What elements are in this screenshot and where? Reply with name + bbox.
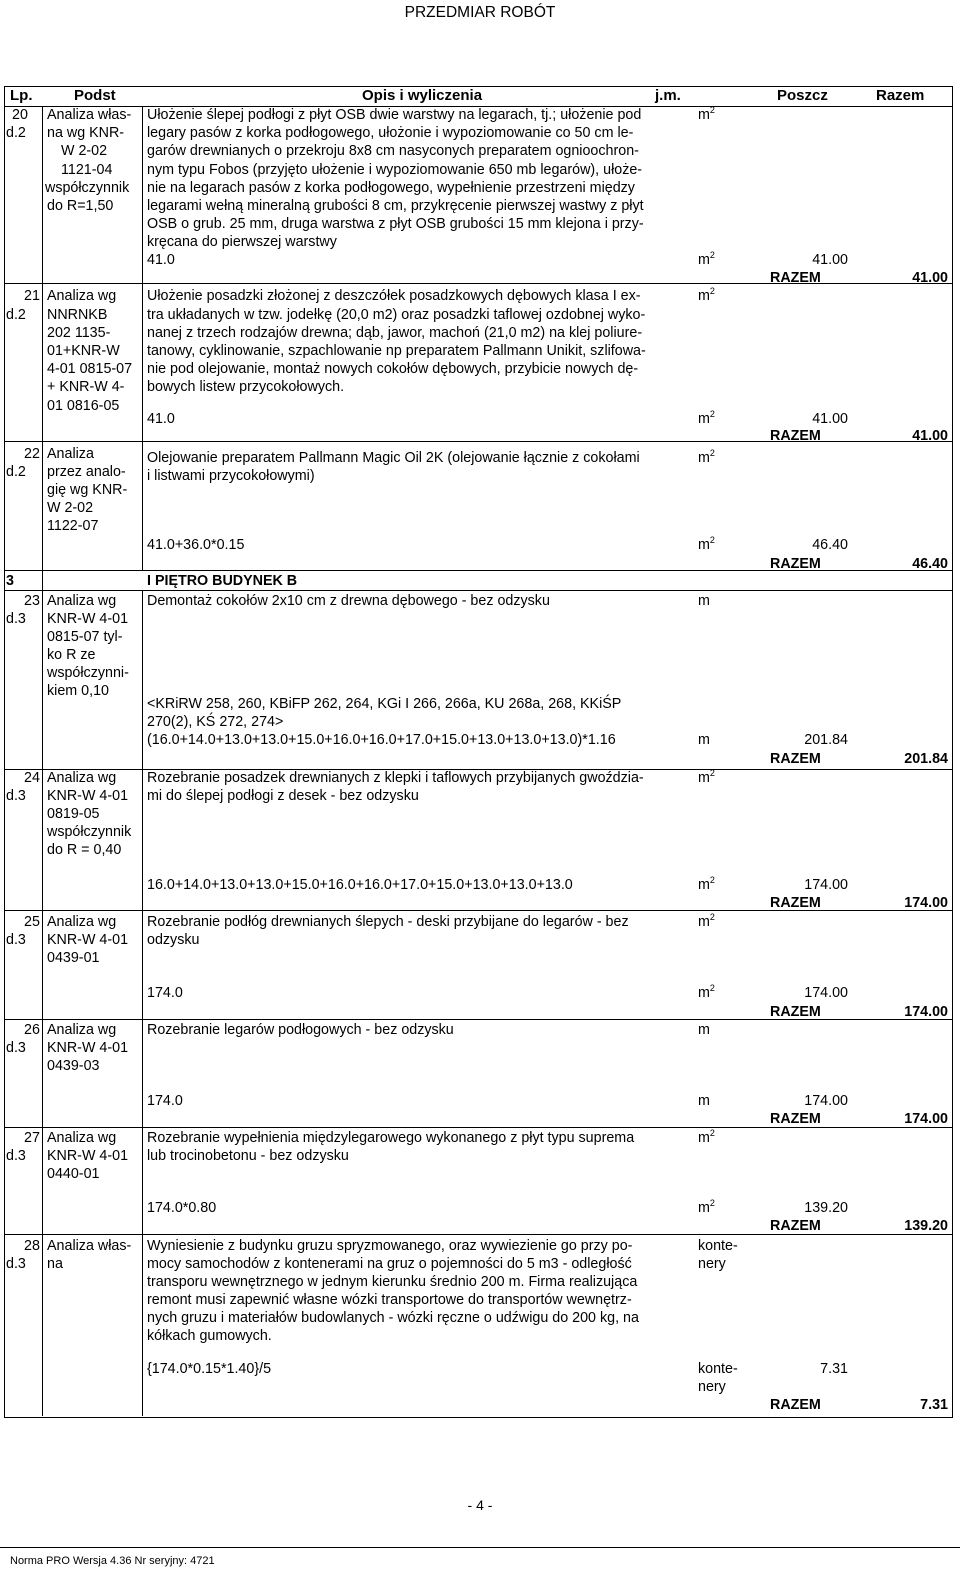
row-total: 41.00: [912, 428, 948, 444]
row-desc-line: Ułożenie posadzki złożonej z deszczółek posadzkowych dębowych klasa I ex-: [147, 288, 641, 304]
row-quantity: 174.00: [804, 1093, 848, 1109]
row-quantity: 41.00: [812, 252, 848, 268]
row-podst-line: Analiza: [47, 446, 94, 462]
row-podst-line: 4-01 0815-07: [47, 361, 133, 377]
row-total: 46.40: [912, 556, 948, 572]
row-calc: 16.0+14.0+13.0+13.0+15.0+16.0+16.0+17.0+15.0+13.0+13.0+13.0: [147, 877, 573, 893]
row-desc-line: Wyniesienie z budynku gruzu spryzmowanego, oraz wywiezienie go przy po-: [147, 1238, 633, 1254]
row-podst-line: Analiza wg: [47, 593, 117, 609]
row-calc: 174.0*0.80: [147, 1200, 217, 1216]
row-desc-line: Rozebranie posadzek drewnianych z klepki i taflowych przybijanych gwoździa-: [147, 770, 644, 786]
row-desc-line: lub trocinobetonu - bez odzysku: [147, 1148, 349, 1164]
row-unit: $m^2$: [698, 448, 715, 466]
row-total-label: RAZEM: [770, 1218, 821, 1234]
row-unit: m: [698, 1022, 710, 1038]
row-unit: $m^2$: [698, 286, 715, 304]
col-lp: Lp.: [10, 87, 33, 104]
row-desc-line: nych gruzu i materiałów budowlanych - wózki ręczne o udźwigu do 200 kg, na: [147, 1310, 639, 1326]
row-podst-line: + KNR-W 4-: [47, 379, 125, 395]
row-podst-line: KNR-W 4-01: [47, 611, 129, 627]
row-podst-line: na wg KNR-: [47, 125, 125, 141]
row-podst-line: Analiza wg: [47, 1022, 117, 1038]
col-divider-podst-2: [142, 590, 143, 1416]
row-desc-line: legarami wełną mineralną grubości 8 cm, przykręcenie pierwszej wastwy z płyt: [147, 198, 644, 214]
row-lp: 25: [24, 914, 40, 930]
col-podst: Podst: [74, 87, 116, 104]
row-total-label: RAZEM: [770, 751, 821, 767]
row-podst-line: na: [47, 1256, 63, 1272]
row-desc-line: kółkach gumowych.: [147, 1328, 272, 1344]
row-podst-line: do R = 0,40: [47, 842, 122, 858]
row-lp: 21: [24, 288, 40, 304]
row-desc-line: mocy samochodów z kontenerami na gruz o pojemności do 5 m3 - odległość: [147, 1256, 632, 1272]
row-lp: 26: [24, 1022, 40, 1038]
row-calc-unit: m: [698, 1093, 710, 1109]
row-total: 7.31: [920, 1397, 948, 1413]
row-podst-line: 0440-01: [47, 1166, 100, 1182]
row-podst-line: przez analo-: [47, 464, 126, 480]
row-podst-line: 0439-01: [47, 950, 100, 966]
section-title: I PIĘTRO BUDYNEK B: [147, 573, 298, 589]
row-calc-unit: $m^2$: [698, 409, 715, 427]
row-quantity: 41.00: [812, 411, 848, 427]
row-total: 139.20: [904, 1218, 948, 1234]
row-desc-line: bowych listew przycokołowych.: [147, 379, 345, 395]
row-quantity: 174.00: [804, 985, 848, 1001]
row-desc-line: nie na legarach pasów z korka podłogowego, wypełnienie przestrzeni między: [147, 180, 635, 196]
row-lp: 20: [12, 107, 28, 123]
row-podst-line: NNRNKB: [47, 307, 108, 323]
row-calc: {174.0*0.15*1.40}/5: [147, 1361, 272, 1377]
row-podst-line: 1121-04: [61, 162, 113, 178]
row-podst-line: współczynnik: [45, 180, 130, 196]
row-podst-line: kiem 0,10: [47, 683, 109, 699]
row-podst-line: Analiza wg: [47, 770, 117, 786]
row-lp: 22: [24, 446, 40, 462]
row-desc-line: tanowy, cyklinowanie, szpachlowanie np preparatem Pallmann Unikit, szlifowa-: [147, 343, 646, 359]
row-podst-line: W 2-02: [47, 500, 94, 516]
row-desc-line: garów drewnianych o przekroju 8x8 cm nasyconych preparatem ognioochron-: [147, 143, 639, 159]
row-note-line: 270(2), KŚ 272, 274>: [147, 714, 284, 730]
page-header-title: PRZEDMIAR ROBÓT: [404, 4, 556, 21]
row-podst-line: 01+KNR-W: [47, 343, 120, 359]
row-podst-line: W 2-02: [61, 143, 108, 159]
row-lp: 24: [24, 770, 40, 786]
row-podst-line: gię wg KNR-: [47, 482, 128, 498]
row-quantity: 7.31: [820, 1361, 848, 1377]
row-calc-unit-line: konte-: [698, 1361, 738, 1377]
col-divider-lp: [42, 106, 43, 570]
row-calc-unit: $m^2$: [698, 535, 715, 553]
row-desc-line: tra układanych w tzw. jodełkę (20,0 m2) oraz posadzki taflowej ozdobnej wyko-: [147, 307, 646, 323]
row-lp: 27: [24, 1130, 40, 1146]
row-quantity: 201.84: [804, 732, 848, 748]
row-calc-unit: $m^2$: [698, 1198, 715, 1216]
row-calc-unit: m: [698, 732, 710, 748]
row-unit: m: [698, 593, 710, 609]
row-podst-line: ko R ze: [47, 647, 96, 663]
section-number: 3: [6, 573, 14, 589]
row-desc-line: Rozebranie legarów podłogowych - bez odzysku: [147, 1022, 454, 1038]
row-unit: $m^2$: [698, 912, 715, 930]
row-unit-line: nery: [698, 1256, 726, 1272]
row-desc-line: Rozebranie podłóg drewnianych ślepych - deski przybijane do legarów - bez: [147, 914, 629, 930]
col-opis: Opis i wyliczenia: [362, 87, 483, 104]
row-calc: 41.0: [147, 411, 175, 427]
row-calc: 174.0: [147, 1093, 183, 1109]
col-jm: j.m.: [655, 87, 681, 104]
col-razem: Razem: [876, 87, 925, 104]
row-desc-line: nie pod olejowanie, montaż nowych cokołów dębowych, przybicie nowych dę-: [147, 361, 639, 377]
row-lp-dept: d.3: [6, 1040, 26, 1056]
row-calc: (16.0+14.0+13.0+13.0+15.0+16.0+16.0+17.0+15.0+13.0+13.0+13.0)*1.16: [147, 732, 616, 748]
col-poszcz: Poszcz: [777, 87, 828, 104]
row-total: 174.00: [904, 895, 948, 911]
row-podst-line: współczynnik: [47, 824, 132, 840]
row-lp-dept: d.3: [6, 932, 26, 948]
row-calc-unit: $m^2$: [698, 250, 715, 268]
row-podst-line: 0819-05: [47, 806, 100, 822]
row-lp-dept: d.3: [6, 1256, 26, 1272]
row-unit: $m^2$: [698, 768, 715, 786]
row-calc: 41.0+36.0*0.15: [147, 537, 245, 553]
col-divider-lp-2: [42, 590, 43, 1416]
row-desc-line: Olejowanie preparatem Pallmann Magic Oil 2K (olejowanie łącznie z cokołami: [147, 450, 640, 466]
row-podst-line: Analiza wg: [47, 1130, 117, 1146]
row-podst-line: 202 1135-: [47, 325, 111, 341]
row-total-label: RAZEM: [770, 1397, 821, 1413]
row-desc-line: mi do ślepej podłogi z desek - bez odzysku: [147, 788, 419, 804]
row-desc-line: transporu wewnętrznego w jednym kierunku średnio 200 m. Firma realizująca: [147, 1274, 638, 1290]
row-desc-line: odzysku: [147, 932, 200, 948]
row-lp-dept: d.2: [6, 307, 26, 323]
row-desc-line: Ułożenie ślepej podłogi z płyt OSB dwie warstwy na legarach, tj.; ułożenie pod: [147, 107, 642, 123]
page-number: - 4 -: [467, 1497, 493, 1513]
row-quantity: 139.20: [804, 1200, 848, 1216]
row-quantity: 46.40: [812, 537, 848, 553]
row-lp: 23: [24, 593, 40, 609]
row-desc-line: Demontaż cokołów 2x10 cm z drewna dębowego - bez odzysku: [147, 593, 550, 609]
row-unit-line: konte-: [698, 1238, 738, 1254]
row-total: 41.00: [912, 270, 948, 286]
row-desc-line: remont musi zapewnić własne wózki transportowe do transportów wewnętrz-: [147, 1292, 632, 1308]
row-podst-line: KNR-W 4-01: [47, 1040, 129, 1056]
row-total-label: RAZEM: [770, 428, 821, 444]
row-desc-line: kręcana do pierwszej warstwy: [147, 234, 337, 250]
row-total-label: RAZEM: [770, 1004, 821, 1020]
row-podst-line: KNR-W 4-01: [47, 932, 129, 948]
col-divider-lp-3: [42, 570, 43, 590]
row-total: 201.84: [904, 751, 948, 767]
row-total: 174.00: [904, 1004, 948, 1020]
row-desc-line: OSB o grub. 25 mm, druga warstwa z płyt OSB grubości 15 mm klejona i przy-: [147, 216, 644, 232]
row-lp-dept: d.3: [6, 1148, 26, 1164]
row-podst-line: 0815-07 tyl-: [47, 629, 123, 645]
table-header: [4, 86, 951, 106]
row-desc-line: legary pasów z korka podłogowego, ułożonie i wypoziomowanie co 50 cm le-: [147, 125, 634, 141]
row-calc-unit-line: nery: [698, 1379, 726, 1395]
row-podst-line: 01 0816-05: [47, 398, 120, 414]
row-lp-dept: d.2: [6, 464, 26, 480]
row-total: 174.00: [904, 1111, 948, 1127]
row-total-label: RAZEM: [770, 270, 821, 286]
row-desc-line: i listwami przycokołowymi): [147, 468, 315, 484]
row-podst-line: Analiza włas-: [47, 107, 132, 123]
row-quantity: 174.00: [804, 877, 848, 893]
row-lp-dept: d.2: [6, 125, 26, 141]
row-total-label: RAZEM: [770, 1111, 821, 1127]
row-total-label: RAZEM: [770, 556, 821, 572]
row-total-label: RAZEM: [770, 895, 821, 911]
row-calc-unit: $m^2$: [698, 875, 715, 893]
row-unit: $m^2$: [698, 1128, 715, 1146]
row-podst-line: KNR-W 4-01: [47, 788, 129, 804]
row-podst-line: Analiza wg: [47, 914, 117, 930]
row-calc: 174.0: [147, 985, 183, 1001]
row-podst-line: 0439-03: [47, 1058, 100, 1074]
row-desc-line: nanej z trzech rodzajów drewna; dąb, jawor, machoń (21,0 m2) na klej poliure-: [147, 325, 643, 341]
row-podst-line: KNR-W 4-01: [47, 1148, 129, 1164]
footer-version: Norma PRO Wersja 4.36 Nr seryjny: 4721: [10, 1555, 215, 1567]
row-note-line: <KRiRW 258, 260, KBiFP 262, 264, KGi I 266, 266a, KU 268a, 268, KKiŚP: [147, 696, 622, 712]
row-unit: $m^2$: [698, 105, 715, 123]
col-divider-podst: [142, 106, 143, 570]
row-calc: 41.0: [147, 252, 175, 268]
row-podst-line: 1122-07: [47, 518, 99, 534]
row-lp-dept: d.3: [6, 611, 26, 627]
row-calc-unit: $m^2$: [698, 983, 715, 1001]
row-desc-line: Rozebranie wypełnienia międzylegarowego wykonanego z płyt typu suprema: [147, 1130, 635, 1146]
footer-divider: [0, 1547, 960, 1548]
row-lp: 28: [24, 1238, 40, 1254]
row-podst-line: do R=1,50: [47, 198, 114, 214]
row-podst-line: Analiza wg: [47, 288, 117, 304]
row-desc-line: nym typu Fobos (przyjęto ułożenie i wypoziomowanie 650 mb legarów), ułoże-: [147, 162, 643, 178]
row-podst-line: Analiza włas-: [47, 1238, 132, 1254]
row-podst-line: współczynni-: [47, 665, 129, 681]
row-lp-dept: d.3: [6, 788, 26, 804]
